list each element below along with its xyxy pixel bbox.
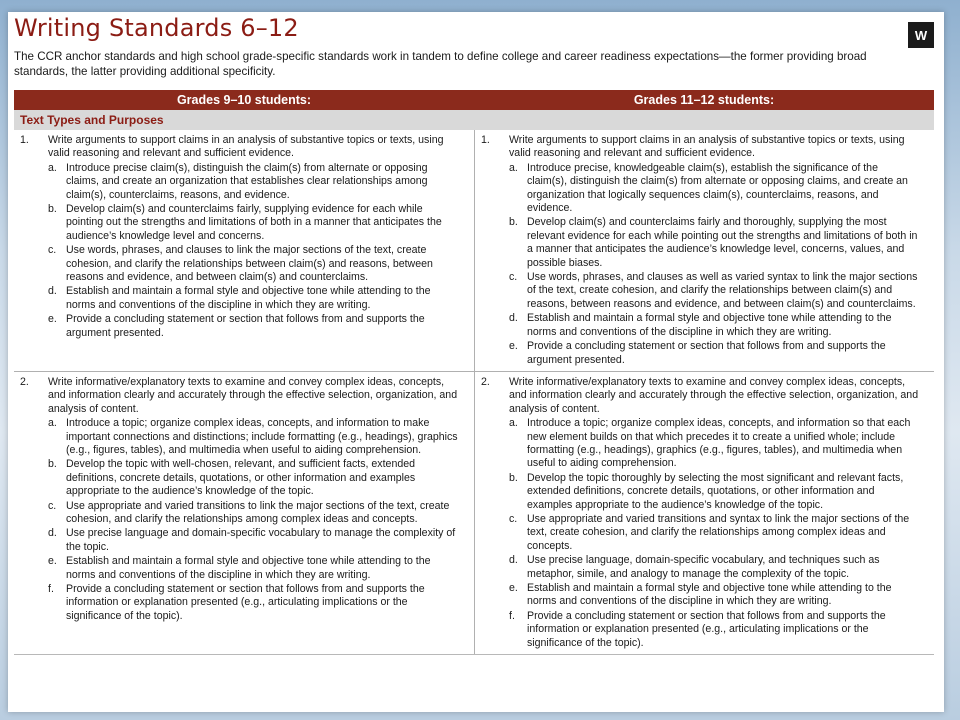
sub-standard	[48, 417, 460, 457]
sub-standard-text: Develop the topic thoroughly by selecting the most significant and relevant facts, extended definitions, concrete details, quotations, or other information and examples appropriate to the audience’s knowledge of the topic.	[527, 471, 904, 511]
standard-number: 2.	[481, 375, 490, 388]
cell-grades-9-10	[14, 130, 474, 371]
intro-paragraph: The CCR anchor standards and high school grade-specific standards work in tandem to define college and career readiness expectations—the former providing broad standards, the latter providing additional specificity.	[14, 50, 867, 78]
sub-standard-text: Establish and maintain a formal style and objective tone while attending to the norms and conventions of the discipline in which they are writing.	[66, 555, 431, 581]
standard-statement	[481, 134, 920, 161]
sub-standard-letter: a.	[509, 417, 518, 430]
sub-standard	[48, 162, 460, 202]
standard-number: 2.	[20, 375, 29, 388]
sub-standard-text: Introduce a topic; organize complex ideas, concepts, and information to make important connections and distinctions; include formatting (e.g., headings), graphics (e.g., figures, tables), and multimedia when useful to aiding comprehension.	[66, 417, 458, 456]
sub-standard-letter: a.	[48, 161, 57, 174]
sub-standard-letter: b.	[509, 471, 518, 484]
sub-standard-text: Establish and maintain a formal style and objective tone while attending to the norms and conventions of the discipline in which they are writing.	[527, 312, 892, 338]
standards-rows	[14, 130, 934, 654]
sub-standard	[48, 285, 460, 312]
standard-statement	[481, 376, 920, 416]
standard-text: Write arguments to support claims in an analysis of substantive topics or texts, using valid reasoning and relevant and sufficient evidence.	[48, 134, 444, 160]
sub-standard	[509, 582, 920, 609]
standard-number: 1.	[20, 134, 29, 146]
sub-standard-text: Use precise language and domain-specific vocabulary to manage the complexity of the topic.	[66, 527, 456, 553]
sub-standard-letter: e.	[48, 313, 57, 326]
sub-standard	[509, 312, 920, 339]
sub-standard	[509, 417, 920, 471]
sub-standard	[48, 583, 460, 623]
sub-standard-text: Provide a concluding statement or section that follows from and supports the information or explanation presented (e.g., articulating implications or the significance of the topic).	[66, 583, 425, 622]
sub-standard	[48, 458, 460, 498]
section-heading: Text Types and Purposes	[14, 110, 934, 130]
table-row	[14, 371, 934, 654]
cell-grades-9-10	[14, 372, 474, 654]
sub-standard	[509, 340, 920, 367]
standard-statement	[20, 134, 460, 161]
sub-standard-text: Introduce precise claim(s), distinguish the claim(s) from alternate or opposing claims, and create an organization that establishes clear relationships among claim(s), counterclaims, reasons, and evidence.	[66, 161, 428, 201]
cell-grades-11-12	[474, 372, 934, 654]
sub-standard-letter: c.	[509, 512, 518, 525]
sub-standard-letter: b.	[48, 203, 57, 216]
standard-text: Write arguments to support claims in an analysis of substantive topics or texts, using valid reasoning and relevant and sufficient evidence.	[509, 134, 905, 160]
sub-standard-text: Introduce precise, knowledgeable claim(s), establish the significance of the claim(s), distinguish the claim(s) from alternate or opposing claims, and create an organization that logically sequences claim(s), counterclaims, reasons, and evidence.	[527, 161, 908, 215]
sub-standard-text: Develop the topic with well-chosen, relevant, and sufficient facts, extended definitions, concrete details, quotations, or other information and examples appropriate to the audience’s knowledge of the topic.	[66, 458, 416, 498]
standard-text: Write informative/explanatory texts to examine and convey complex ideas, concepts, and information clearly and accurately through the effective selection, organization, and analysis of content.	[48, 375, 458, 415]
cell-grades-11-12	[474, 130, 934, 371]
sub-standard	[48, 244, 460, 284]
sub-standard-text: Develop claim(s) and counterclaims fairly, supplying evidence for each while pointing out the strengths and limitations of both in a manner that anticipates the audience’s knowledge level and concerns.	[66, 203, 442, 242]
sub-standard	[48, 500, 460, 527]
strand-badge: W	[908, 22, 934, 48]
column-header-grades-9-10: Grades 9–10 students:	[176, 93, 312, 107]
sub-standard	[48, 527, 460, 554]
sub-standard-text: Use words, phrases, and clauses as well as varied syntax to link the major sections of the text, create cohesion, and clarify the relationships between claim(s) and reasons, between reasons and evidence, and between claim(s) and counterclaims.	[527, 271, 918, 310]
sub-standard-letter: d.	[509, 312, 518, 325]
sub-standard-letter: b.	[48, 458, 57, 471]
page-title: Writing Standards 6–12	[14, 14, 299, 42]
sub-standard	[509, 513, 920, 553]
sub-standard-letter: e.	[509, 340, 518, 353]
sub-standard-letter: c.	[48, 499, 57, 512]
sub-standard-letter: b.	[509, 216, 518, 229]
sub-standard	[48, 203, 460, 243]
sub-standard	[48, 555, 460, 582]
sub-standard	[509, 271, 920, 311]
sub-standard-letter: c.	[509, 271, 518, 284]
sub-standard-text: Provide a concluding statement or section that follows from and supports the argument presented.	[527, 340, 886, 366]
sub-standard-letter: f.	[48, 583, 54, 595]
sub-standard-text: Provide a concluding statement or section that follows from and supports the information or explanation presented (e.g., articulating implications or the significance of the topic).	[527, 609, 886, 649]
sub-standard-letter: f.	[509, 609, 515, 622]
sub-standard	[509, 554, 920, 581]
sub-standard-letter: d.	[509, 554, 518, 567]
sub-standard-letter: e.	[509, 582, 518, 594]
sub-standard-letter: d.	[48, 285, 57, 298]
standard-text: Write informative/explanatory texts to examine and convey complex ideas, concepts, and information clearly and accurately through the effective selection, organization, and analysis of content.	[509, 375, 919, 415]
sub-standard	[509, 162, 920, 216]
standard-number: 1.	[481, 134, 490, 146]
standard-statement	[20, 376, 460, 416]
sub-standard	[48, 313, 460, 340]
sub-standard-text: Use appropriate and varied transitions and syntax to link the major sections of the text, create cohesion, and clarify the relationships among complex ideas and concepts.	[527, 512, 910, 552]
sub-standard-text: Establish and maintain a formal style and objective tone while attending to the norms and conventions of the discipline in which they are writing.	[527, 582, 892, 608]
sub-standard-letter: e.	[48, 555, 57, 568]
sub-standard-text: Use words, phrases, and clauses to link the major sections of the text, create cohesion, and clarify the relationships between claim(s) and reasons, between reasons and evidence, and between claim(s) and counterclaims.	[66, 244, 433, 284]
sub-standard	[509, 216, 920, 270]
sub-standard-text: Develop claim(s) and counterclaims fairly and thoroughly, supplying the most relevant evidence for each while pointing out the strengths and limitations of both in a manner that anticipates the audience’s knowledge level, concerns, values, and possible biases.	[527, 216, 918, 269]
sub-standard-text: Provide a concluding statement or section that follows from and supports the argument presented.	[66, 313, 425, 339]
sub-standard-letter: a.	[509, 161, 518, 174]
sub-standard	[509, 610, 920, 650]
sub-standard	[509, 472, 920, 512]
sub-standard-text: Use precise language, domain-specific vocabulary, and techniques such as metaphor, simile, and analogy to manage the complexity of the topic.	[527, 554, 880, 580]
sub-standard-letter: d.	[48, 527, 57, 540]
table-header	[14, 90, 934, 110]
sub-standard-text: Establish and maintain a formal style and objective tone while attending to the norms and conventions of the discipline in which they are writing.	[66, 285, 431, 311]
standards-page	[8, 12, 944, 712]
sub-standard-text: Introduce a topic; organize complex ideas, concepts, and information so that each new element builds on that which precedes it to create a unified whole; include formatting (e.g., headings), graphics (e.g., figures, tables), and multimedia when useful to aiding comprehension.	[527, 417, 911, 470]
sub-standard-text: Use appropriate and varied transitions to link the major sections of the text, create cohesion, and clarify the relationships among complex ideas and concepts.	[66, 499, 450, 525]
standards-table	[14, 90, 934, 655]
column-header-grades-11-12: Grades 11–12 students:	[633, 93, 775, 107]
table-row	[14, 130, 934, 371]
sub-standard-letter: a.	[48, 417, 57, 430]
sub-standard-letter: c.	[48, 244, 57, 257]
